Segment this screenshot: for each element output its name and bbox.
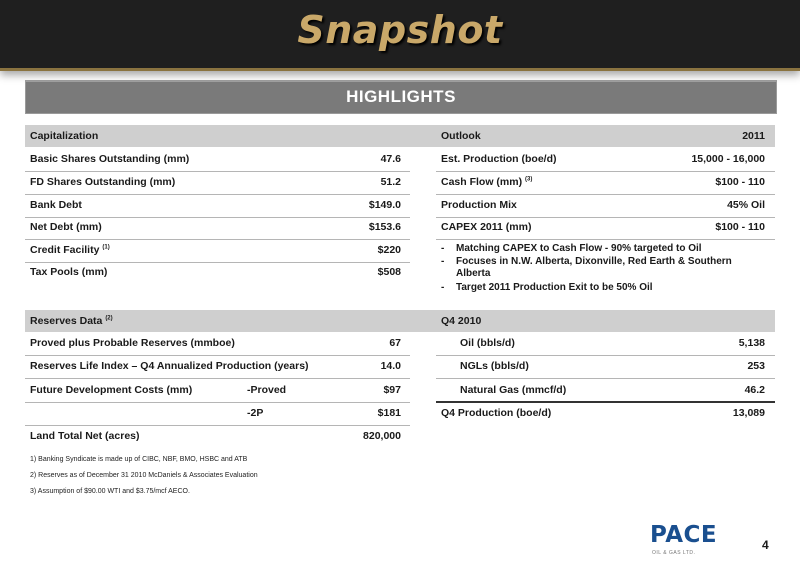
row-divider: [436, 217, 775, 218]
outlook-bullet: - Matching CAPEX to Cash Flow - 90% targeted to Oil: [441, 243, 741, 255]
q4-row-label: Q4 Production (boe/d): [441, 407, 552, 419]
cap-row-label: [30, 244, 110, 256]
reserves-row-value: $181: [377, 407, 401, 419]
footnote: 3) Assumption of $90.00 WTI and $3.75/mcf AECO.: [30, 488, 190, 495]
outlook-year: 2011: [742, 130, 765, 142]
cap-row-value: $149.0: [368, 199, 401, 211]
cap-row-label-text: Credit Facility: [30, 244, 100, 256]
logo-subtext: OIL & GAS LTD.: [652, 550, 696, 556]
outlook-row-value: $100 - 110: [715, 176, 765, 188]
cap-row-label: Net Debt (mm): [30, 221, 102, 233]
reserves-header: [30, 315, 113, 327]
cap-row-value: 51.2: [380, 176, 401, 188]
row-divider: [436, 378, 775, 379]
row-divider: [25, 425, 410, 426]
outlook-row-label-text: Cash Flow (mm): [441, 176, 523, 188]
row-divider: [25, 402, 410, 403]
row-divider: [436, 355, 775, 356]
capitalization-header-band: [25, 125, 775, 147]
outlook-bullet-text: Focuses in N.W. Alberta, Dixonville, Red Earth & Southern Alberta: [456, 256, 732, 279]
reserves-row-value: 14.0: [380, 360, 401, 372]
row-divider: [436, 194, 775, 195]
total-underline: [436, 401, 775, 403]
cap-row-value: $153.6: [368, 221, 401, 233]
row-divider: [25, 378, 410, 379]
outlook-row-label: Est. Production (boe/d): [441, 153, 557, 165]
reserves-row-label: Land Total Net (acres): [30, 430, 140, 442]
footnote: 2) Reserves as of December 31 2010 McDaniels & Associates Evaluation: [30, 472, 258, 479]
footnote-marker: (3): [525, 176, 533, 183]
cap-row-value: 47.6: [380, 153, 401, 165]
highlights-label: HIGHLIGHTS: [346, 87, 456, 106]
outlook-row-value: 15,000 - 16,000: [691, 153, 765, 165]
row-divider: [25, 194, 410, 195]
outlook-bullet-text: Matching CAPEX to Cash Flow - 90% targeted to Oil: [456, 243, 702, 254]
outlook-row-label: [441, 176, 532, 188]
q4-row-value: 13,089: [732, 407, 765, 419]
company-logo: [650, 522, 718, 556]
row-divider: [25, 355, 410, 356]
cap-row-label: Basic Shares Outstanding (mm): [30, 153, 190, 165]
cap-row-value: $508: [377, 266, 401, 278]
q4-row-label: Natural Gas (mmcf/d): [460, 384, 567, 396]
q4-row-value: 253: [747, 360, 765, 372]
q4-row-label: NGLs (bbls/d): [460, 360, 529, 372]
highlights-bar: [25, 80, 777, 114]
page-title: Snapshot: [297, 8, 503, 52]
outlook-row-label: CAPEX 2011 (mm): [441, 221, 532, 233]
reserves-sub-label: -2P: [247, 407, 264, 419]
outlook-bullet: - Focuses in N.W. Alberta, Dixonville, Red Earth & Southern Alberta: [441, 256, 741, 280]
reserves-sub-label: -Proved: [247, 384, 287, 396]
reserves-row-value: 820,000: [363, 430, 401, 442]
reserves-header-text: Reserves Data: [30, 315, 103, 327]
q4-row-value: 46.2: [744, 384, 765, 396]
cap-row-label: FD Shares Outstanding (mm): [30, 176, 176, 188]
reserves-row-label: Reserves Life Index – Q4 Annualized Production (years): [30, 360, 309, 372]
outlook-row-value: 45% Oil: [727, 199, 765, 211]
title-banner: [0, 0, 800, 71]
reserves-row-value: $97: [383, 384, 401, 396]
q4-row-value: 5,138: [738, 337, 765, 349]
cap-row-label: Bank Debt: [30, 199, 82, 211]
reserves-row-label: Proved plus Probable Reserves (mmboe): [30, 337, 235, 349]
row-divider: [436, 171, 775, 172]
row-divider: [436, 239, 775, 240]
logo-wordmark: PACE: [650, 522, 718, 548]
row-divider: [25, 262, 410, 263]
outlook-row-value: $100 - 110: [715, 221, 765, 233]
outlook-row-label: Production Mix: [441, 199, 517, 211]
capitalization-header: Capitalization: [30, 130, 99, 142]
footnote-marker: (1): [102, 244, 110, 251]
row-divider: [25, 239, 410, 240]
row-divider: [25, 217, 410, 218]
cap-row-value: $220: [377, 244, 401, 256]
reserves-row-value: 67: [389, 337, 401, 349]
reserves-header-band: [25, 310, 775, 332]
page-number: 4: [762, 538, 769, 552]
q4-header: Q4 2010: [441, 315, 482, 327]
reserves-row-label: Future Development Costs (mm): [30, 384, 193, 396]
outlook-bullet: - Target 2011 Production Exit to be 50% Oil: [441, 282, 741, 294]
footnote-marker: (2): [105, 315, 113, 322]
q4-row-label: Oil (bbls/d): [460, 337, 515, 349]
outlook-header: Outlook: [441, 130, 481, 142]
cap-row-label: Tax Pools (mm): [30, 266, 108, 278]
row-divider: [25, 171, 410, 172]
footnote: 1) Banking Syndicate is made up of CIBC, NBF, BMO, HSBC and ATB: [30, 456, 248, 463]
outlook-bullet-text: Target 2011 Production Exit to be 50% Oil: [456, 282, 653, 293]
